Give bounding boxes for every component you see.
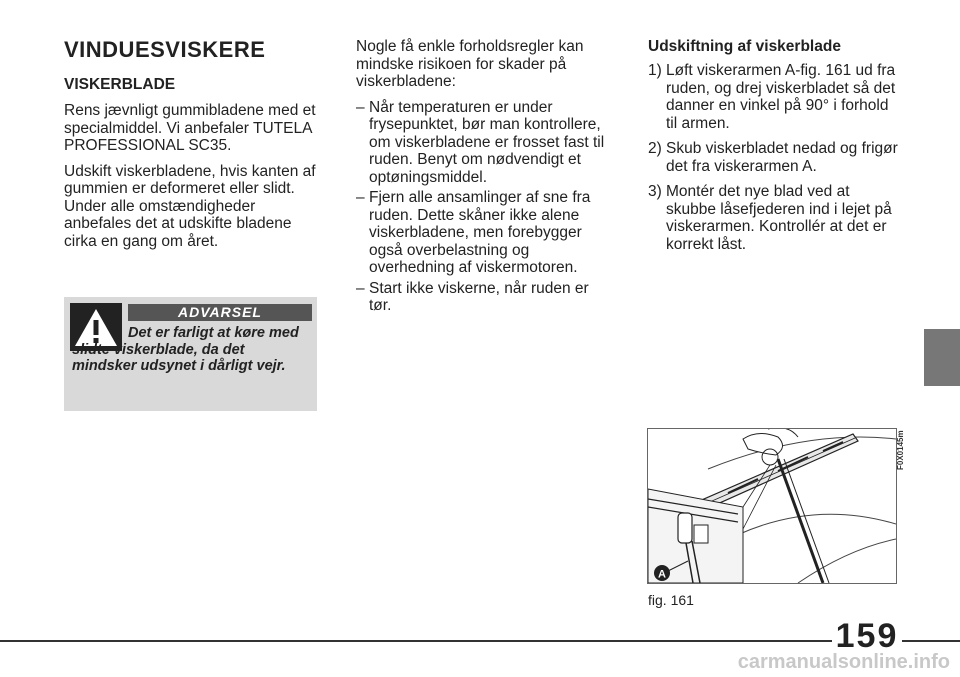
section-heading: VISKERBLADE: [64, 76, 176, 93]
list-item: – Fjern alle ansamlinger af sne fra ruden. Dette skåner ikke alene viskerbladene, men forebygger også overbelastning og overhedning af viskermotoren.: [356, 189, 611, 277]
list-item: – Når temperaturen er under frysepunktet, bør man kontrollere, om viskerbladene er frosset fast til ruden. Benyt om nødvendigt et optøningsmiddel.: [356, 99, 611, 187]
replacement-steps: [648, 62, 898, 253]
step-number: 2): [648, 140, 662, 157]
step-number: 1): [648, 62, 662, 79]
precautions-intro: Nogle få enkle forholdsregler kan mindske risikoen for skader på viskerbladene:: [356, 38, 584, 90]
figure-caption: fig. 161: [648, 592, 694, 608]
footer-rule: [0, 640, 960, 642]
step-item: [648, 140, 898, 175]
step-text: Skub viskerbladet nedad og frigør det fra viskerarmen A.: [666, 140, 898, 175]
step-text: Montér det nye blad ved at skubbe låsefjederen ind i lejet på viskerarmen. Kontrollér at det er korrekt låst.: [666, 183, 892, 253]
page-title: VINDUESVISKERE: [64, 37, 266, 62]
watermark: carmanualsonline.info: [737, 651, 950, 673]
column-middle: [356, 38, 611, 318]
list-item: – Start ikke viskerne, når ruden er tør.: [356, 280, 611, 315]
wiper-drawing: [648, 429, 896, 583]
replacement-heading: Udskiftning af viskerblade: [648, 38, 841, 55]
warning-text: Det er farligt at køre med slidte viskerblade, da det mindsker udsynet i dårligt vejr.: [72, 325, 299, 374]
step-item: [648, 183, 898, 253]
marker-a-label: A: [658, 568, 666, 581]
paragraph-replace: Udskift viskerbladene, hvis kanten af gummien er deformeret eller slidt. Under alle omstændigheder anbefales det at udskifte bladene cirka en gang om året.: [64, 162, 316, 250]
warning-label: ADVARSEL: [128, 304, 312, 321]
wiper-illustration: [647, 428, 897, 584]
step-text: Løft viskerarmen A-fig. 161 ud fra ruden, og drej viskerbladet så det danner en vinkel på 90° i forhold til armen.: [666, 62, 896, 132]
warning-box: [64, 297, 317, 411]
paragraph-cleaning: Rens jævnligt gummibladene med et specialmiddel. Vi anbefaler TUTELA PROFESSIONAL SC35.: [64, 102, 316, 154]
step-number: 3): [648, 183, 662, 200]
chapter-tab: [924, 329, 960, 386]
column-left: [64, 38, 316, 258]
figure-code: F0X0145m: [896, 430, 905, 470]
step-item: [648, 62, 898, 132]
page-number: 159: [832, 618, 902, 654]
precautions-list: [356, 99, 611, 315]
column-right: [648, 38, 898, 261]
